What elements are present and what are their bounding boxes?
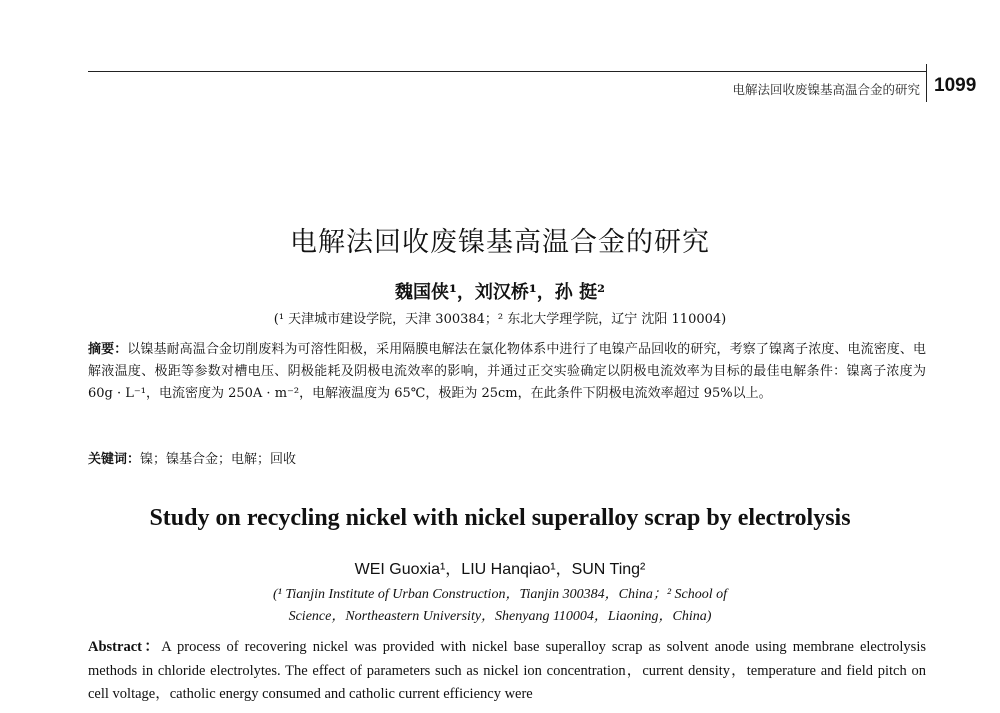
- chinese-affiliation: (¹ 天津城市建设学院，天津 300384；² 东北大学理学院，辽宁 沈阳 110004): [273, 312, 727, 327]
- chinese-abstract-label: 摘要：: [88, 342, 128, 357]
- english-affiliation-line-1: (¹ Tianjin Institute of Urban Construction，Tianjin 300384，China；² School of: [272, 587, 728, 602]
- english-authors: WEI Guoxia¹，LIU Hanqiao¹，SUN Ting²: [354, 561, 646, 578]
- english-abstract: [88, 636, 926, 707]
- header-divider: [926, 64, 927, 102]
- header-rule: [88, 71, 926, 72]
- chinese-keywords: [88, 448, 926, 467]
- page-number: 1099: [934, 75, 977, 96]
- chinese-keywords-text: 镍；镍基合金；电解；回收: [140, 452, 297, 467]
- chinese-abstract: [88, 339, 926, 405]
- english-abstract-text: A process of recovering nickel was provided with nickel base superalloy scrap as solvent anode using membrane electrolysis methods in chloride electrolytes. The effect of parameters such as nickel ion concentration，current density，temperature and field pitch on cell voltage，catholic energy consumed and catholic current efficiency were: [88, 639, 926, 702]
- chinese-title: 电解法回收废镍基高温合金的研究: [290, 227, 710, 258]
- english-title: Study on recycling nickel with nickel superalloy scrap by electrolysis: [149, 505, 851, 531]
- english-abstract-label: Abstract：: [88, 639, 162, 655]
- running-title: 电解法回收废镍基高温合金的研究: [732, 82, 920, 97]
- english-affiliation: [0, 584, 1000, 628]
- chinese-keywords-label: 关键词：: [88, 452, 141, 467]
- chinese-authors: 魏国侠¹，刘汉桥¹，孙 挺²: [395, 282, 605, 303]
- chinese-abstract-text: 以镍基耐高温合金切削废料为可溶性阳极，采用隔膜电解法在氯化物体系中进行了电镍产品回收的研究，考察了镍离子浓度、电流密度、电解液温度、极距等参数对槽电压、阴极能耗及阴极电流效率的影响，并通过正交实验确定以阴极电流效率为目标的最佳电解条件：镍离子浓度为 60g · L⁻¹，电流密度为 250A · m⁻²，电解液温度为 65℃，极距为 25cm，在此条件下阴极电流效率超过 95%以上。: [88, 342, 926, 401]
- english-affiliation-line-2: Science，Northeastern University，Shenyang 110004，Liaoning，China): [288, 609, 712, 624]
